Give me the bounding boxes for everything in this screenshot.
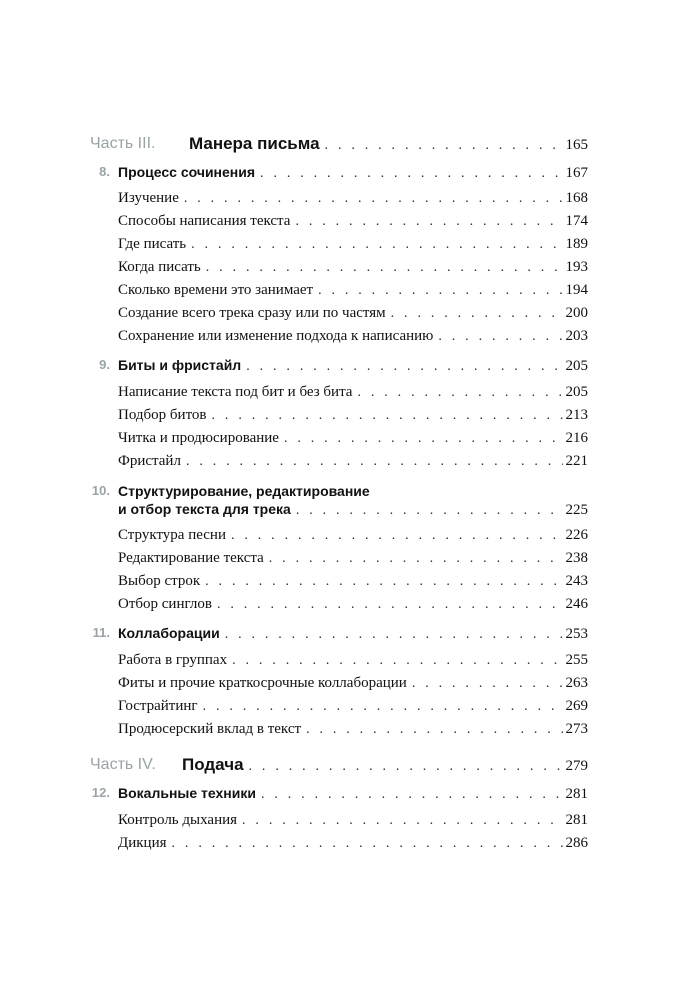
section-title: Фристайл [118,453,181,469]
chapter-title: Процесс сочинения [118,164,256,180]
section-title: Работа в группах [118,652,228,668]
section-title: Продюсерский вклад в текст [118,721,302,737]
leader-dots [295,210,562,234]
toc-section[interactable] [0,209,685,233]
section-title: Редактирование текста [118,550,264,566]
toc-section[interactable] [0,186,685,210]
toc-section[interactable] [0,523,685,547]
toc-section[interactable] [0,717,685,741]
leader-dots [249,755,563,779]
page-number: 165 [565,137,588,153]
leader-dots [325,134,563,158]
toc-section[interactable] [0,255,685,279]
leader-dots [172,832,563,856]
leader-dots [269,547,563,571]
part-title: Подача [182,755,244,774]
chapter-title-line1: Структурирование, редактирование [118,483,370,499]
part-title: Манера письма [189,134,320,153]
page-number: 194 [565,282,588,298]
leader-dots [205,570,562,594]
toc-chapter-9[interactable] [0,353,685,377]
section-title: Сколько времени это занимает [118,282,314,298]
toc-section[interactable] [0,671,685,695]
leader-dots [242,809,562,833]
section-title: Когда писать [118,259,201,275]
toc-section[interactable] [0,546,685,570]
toc-section[interactable] [0,301,685,325]
toc-section[interactable] [0,648,685,672]
leader-dots [225,623,563,647]
leader-dots [357,381,562,405]
leader-dots [306,718,562,742]
page-number: 203 [565,328,588,344]
toc-section[interactable] [0,426,685,450]
section-title: Выбор строк [118,573,201,589]
toc-section[interactable] [0,278,685,302]
leader-dots [318,279,562,303]
section-title: Сохранение или изменение подхода к написанию [118,328,434,344]
toc-section[interactable] [0,694,685,718]
page-number: 189 [565,236,588,252]
page-number: 246 [565,596,588,612]
page-number: 216 [565,430,588,446]
section-title: Где писать [118,236,187,252]
page-number: 167 [565,165,588,181]
section-title: Фиты и прочие краткосрочные коллаборации [118,675,407,691]
leader-dots [438,325,562,349]
section-title: Структура песни [118,527,226,543]
page-number: 269 [565,698,588,714]
page-number: 253 [565,626,588,642]
toc-section[interactable] [0,324,685,348]
part-label: Часть III. [90,135,156,152]
chapter-title: Вокальные техники [118,785,256,801]
leader-dots [261,783,563,807]
chapter-number: 10. [91,483,110,498]
section-title: Гострайтинг [118,698,198,714]
toc-chapter-8[interactable] [0,160,685,184]
page-number: 225 [565,502,588,518]
section-title: Способы написания текста [118,213,291,229]
page-number: 205 [565,358,588,374]
section-title: Отбор синглов [118,596,212,612]
leader-dots [412,672,563,696]
page-number: 226 [565,527,588,543]
leader-dots [260,162,562,186]
leader-dots [206,256,563,280]
page-number: 193 [565,259,588,275]
toc-section[interactable] [0,380,685,404]
chapter-title-line2: и отбор текста для трека [118,501,291,517]
toc-section[interactable] [0,403,685,427]
page-number: 255 [565,652,588,668]
page-number: 286 [565,835,588,851]
section-title: Написание текста под бит и без бита [118,384,353,400]
toc-section[interactable] [0,831,685,855]
toc-section[interactable] [0,592,685,616]
chapter-number: 8. [99,164,110,179]
toc-chapter-12[interactable] [0,781,685,805]
chapter-number: 12. [91,785,110,800]
page-number: 221 [565,453,588,469]
leader-dots [296,499,563,523]
leader-dots [186,450,563,474]
page-number: 174 [565,213,588,229]
leader-dots [284,427,563,451]
part-label: Часть IV. [90,756,156,773]
toc-chapter-10-line2[interactable] [0,497,685,521]
page-number: 213 [565,407,588,423]
leader-dots [191,233,562,257]
page-number: 205 [565,384,588,400]
section-title: Дикция [118,835,167,851]
leader-dots [217,593,563,617]
section-title: Создание всего трека сразу или по частям [118,305,386,321]
page-number: 243 [565,573,588,589]
leader-dots [391,302,563,326]
page-number: 279 [565,758,588,774]
leader-dots [246,355,562,379]
leader-dots [231,524,563,548]
toc-section[interactable] [0,449,685,473]
chapter-title: Биты и фристайл [118,357,242,373]
toc-part-3[interactable] [0,132,685,156]
toc-section[interactable] [0,808,685,832]
toc-chapter-11[interactable] [0,621,685,645]
toc-part-4[interactable] [0,753,685,777]
page-number: 263 [565,675,588,691]
toc-section[interactable] [0,569,685,593]
section-title: Изучение [118,190,179,206]
page-number: 200 [565,305,588,321]
section-title: Читка и продюсирование [118,430,279,446]
page-number: 281 [565,812,588,828]
leader-dots [184,187,563,211]
toc-section[interactable] [0,232,685,256]
leader-dots [232,649,562,673]
leader-dots [203,695,563,719]
section-title: Контроль дыхания [118,812,238,828]
chapter-number: 9. [99,357,110,372]
chapter-number: 11. [92,625,110,640]
section-title: Подбор битов [118,407,207,423]
page-number: 273 [565,721,588,737]
page-number: 238 [565,550,588,566]
page-number: 281 [565,786,588,802]
leader-dots [212,404,563,428]
page-number: 168 [565,190,588,206]
chapter-title: Коллаборации [118,625,220,641]
